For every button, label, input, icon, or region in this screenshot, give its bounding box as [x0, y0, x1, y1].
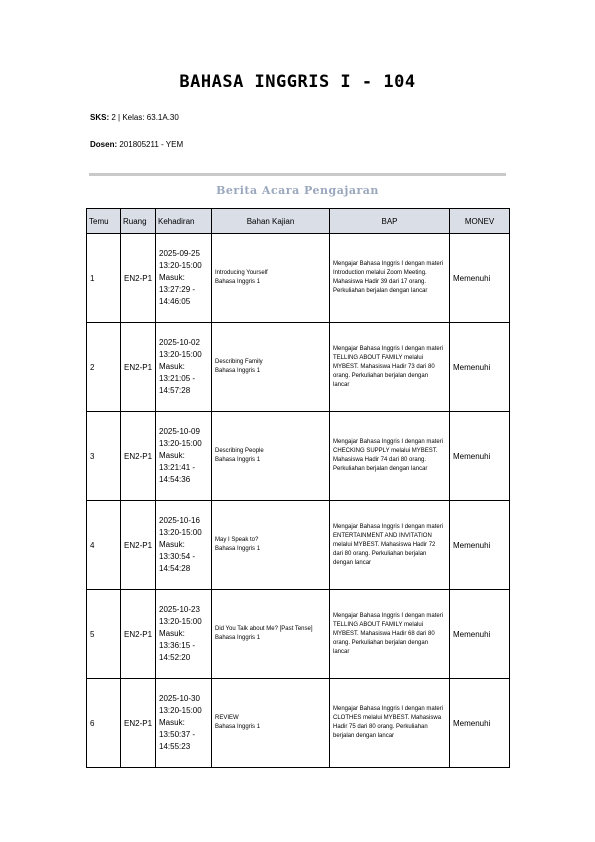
table-header-row: [87, 209, 510, 234]
cell-bap: Mengajar Bahasa Inggris I dengan materi CLOTHES melalui MYBEST. Mahasiswa Hadir 75 dari 80 orang. Perkuliahan berjalan dengan lancar: [330, 679, 450, 768]
table-row: [87, 323, 510, 412]
table-row: [87, 412, 510, 501]
sks-value: 2 | Kelas: 63.1A.30: [111, 113, 179, 122]
cell-temu: 5: [87, 590, 121, 679]
col-header-temu: Temu: [87, 209, 121, 234]
table-row: [87, 679, 510, 768]
col-header-monev: MONEV: [450, 209, 510, 234]
col-header-ruang: Ruang: [121, 209, 156, 234]
col-header-bap: BAP: [330, 209, 450, 234]
cell-bahan-kajian: [212, 234, 330, 323]
cell-monev: Memenuhi: [450, 323, 510, 412]
bahan-subject: Bahasa Inggris 1: [215, 368, 261, 374]
cell-monev: Memenuhi: [450, 234, 510, 323]
dosen-info: [90, 140, 183, 149]
cell-ruang: EN2-P1: [121, 234, 156, 323]
cell-monev: Memenuhi: [450, 679, 510, 768]
cell-ruang: EN2-P1: [121, 412, 156, 501]
bahan-subject: Bahasa Inggris 1: [215, 279, 261, 285]
cell-temu: 3: [87, 412, 121, 501]
table-row: [87, 590, 510, 679]
table-row: [87, 501, 510, 590]
section-title: Berita Acara Pengajaran: [216, 184, 379, 197]
cell-bahan-kajian: [212, 501, 330, 590]
page-title: BAHASA INGGRIS I - 104: [179, 72, 416, 92]
cell-temu: 2: [87, 323, 121, 412]
cell-monev: Memenuhi: [450, 501, 510, 590]
cell-kehadiran: 2025-10-16 13:20-15:00 Masuk: 13:30:54 - 14:54:28: [156, 501, 212, 590]
bahan-title: May I Speak to?: [215, 537, 259, 543]
cell-bap: Mengajar Bahasa Inggris I dengan materi Introduction melalui Zoom Meeting. Mahasiswa Hadir 39 dari 17 orang. Perkuliahan berjalan dengan lancar: [330, 234, 450, 323]
cell-kehadiran: 2025-10-09 13:20-15:00 Masuk: 13:21:41 - 14:54:36: [156, 412, 212, 501]
table-row: [87, 234, 510, 323]
cell-temu: 1: [87, 234, 121, 323]
dosen-label: Dosen:: [90, 140, 118, 149]
cell-monev: Memenuhi: [450, 590, 510, 679]
col-header-bahan-kajian: Bahan Kajian: [212, 209, 330, 234]
bahan-subject: Bahasa Inggris 1: [215, 546, 261, 552]
sks-info: [90, 113, 179, 122]
cell-kehadiran: 2025-10-23 13:20-15:00 Masuk: 13:36:15 - 14:52:20: [156, 590, 212, 679]
cell-kehadiran: 2025-10-30 13:20-15:00 Masuk: 13:50:37 - 14:55:23: [156, 679, 212, 768]
cell-bap: Mengajar Bahasa Inggris I dengan materi TELLING ABOUT FAMILY melalui MYBEST. Mahasiswa Hadir 68 dari 80 orang. Perkuliahan berjalan dengan lancar: [330, 590, 450, 679]
col-header-kehadiran: Kehadiran: [156, 209, 212, 234]
cell-ruang: EN2-P1: [121, 501, 156, 590]
divider: [89, 173, 506, 176]
bahan-title: Describing Family: [215, 359, 263, 365]
cell-kehadiran: 2025-10-02 13:20-15:00 Masuk: 13:21:05 - 14:57:28: [156, 323, 212, 412]
bahan-title: Did You Talk about Me? [Past Tense]: [215, 626, 313, 632]
cell-bahan-kajian: [212, 323, 330, 412]
cell-ruang: EN2-P1: [121, 590, 156, 679]
bahan-title: Introducing Yourself: [215, 270, 268, 276]
cell-bahan-kajian: [212, 412, 330, 501]
sks-label: SKS:: [90, 113, 110, 122]
cell-bahan-kajian: [212, 679, 330, 768]
cell-temu: 4: [87, 501, 121, 590]
bahan-title: Describing People: [215, 448, 264, 454]
bahan-subject: Bahasa Inggris 1: [215, 724, 261, 730]
bap-table: [86, 208, 510, 768]
cell-bahan-kajian: [212, 590, 330, 679]
dosen-value: 201805211 - YEM: [119, 140, 184, 149]
cell-temu: 6: [87, 679, 121, 768]
cell-ruang: EN2-P1: [121, 323, 156, 412]
cell-bap: Mengajar Bahasa Inggris I dengan materi CHECKING SUPPLY melalui MYBEST. Mahasiswa Hadir 74 dari 80 orang. Perkuliahan berjalan dengan lancar: [330, 412, 450, 501]
bahan-subject: Bahasa Inggris 1: [215, 635, 261, 641]
cell-ruang: EN2-P1: [121, 679, 156, 768]
bahan-subject: Bahasa Inggris 1: [215, 457, 261, 463]
bahan-title: REVIEW: [215, 715, 239, 721]
cell-bap: Mengajar Bahasa Inggris I dengan materi ENTERTAINMENT AND INVITATION melalui MYBEST. Mahasiswa Hadir 72 dari 80 orang. Perkuliahan berjalan dengan lancar: [330, 501, 450, 590]
cell-bap: Mengajar Bahasa Inggris I dengan materi TELLING ABOUT FAMILY melalui MYBEST. Mahasiswa Hadir 73 dari 80 orang. Perkuliahan berjalan dengan lancar: [330, 323, 450, 412]
cell-monev: Memenuhi: [450, 412, 510, 501]
cell-kehadiran: 2025-09-25 13:20-15:00 Masuk: 13:27:29 - 14:46:05: [156, 234, 212, 323]
